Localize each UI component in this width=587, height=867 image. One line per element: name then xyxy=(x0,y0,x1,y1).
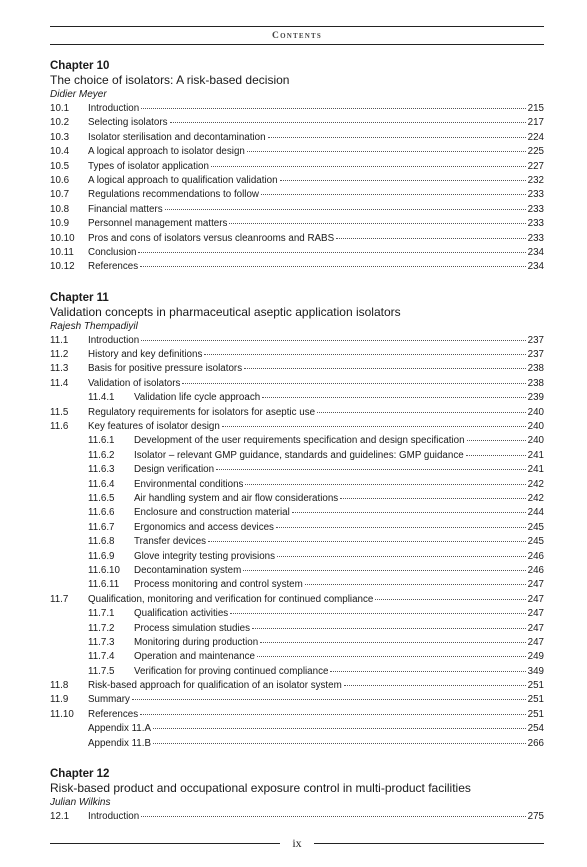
toc-entry-page: 247 xyxy=(527,622,544,634)
toc-entry-page: 249 xyxy=(527,651,544,663)
toc-entry-page: 247 xyxy=(527,579,544,591)
dot-leader xyxy=(466,447,526,456)
toc-entry-title: Process monitoring and control system xyxy=(134,579,303,591)
toc-entry-page: 266 xyxy=(527,737,544,749)
dot-leader xyxy=(182,375,525,384)
toc-entry-number: 11.10 xyxy=(50,708,74,720)
toc-entry-title: Verification for proving continued compliance xyxy=(134,665,329,677)
toc-entry-number: 11.6.10 xyxy=(88,564,120,576)
toc-entry-title: Introduction xyxy=(88,103,140,114)
toc-entry-title: Pros and cons of isolators versus cleanrooms and RABS xyxy=(88,232,335,244)
dot-leader xyxy=(340,490,525,499)
toc-entry-title: Isolator – relevant GMP guidance, standards and guidelines: GMP guidance xyxy=(134,449,464,461)
dot-leader xyxy=(140,706,526,715)
dot-leader xyxy=(153,735,526,744)
toc-entry-page: 241 xyxy=(527,464,544,476)
toc-entry-title: Qualification, monitoring and verification for continued compliance xyxy=(88,593,374,605)
page-number: ix xyxy=(292,836,302,850)
page-header xyxy=(50,26,544,45)
toc-entry-number: 10.6 xyxy=(50,174,70,186)
toc-entry-page: 233 xyxy=(527,203,544,215)
toc-entry-number: 11.4.1 xyxy=(88,392,115,404)
dot-leader xyxy=(247,143,526,152)
toc-entry-page: 247 xyxy=(527,636,544,648)
dot-leader xyxy=(211,158,526,167)
dot-leader xyxy=(132,691,526,700)
dot-leader xyxy=(336,230,526,239)
toc-entry-title: Key features of isolator design xyxy=(88,421,220,433)
dot-leader xyxy=(244,360,526,369)
dot-leader xyxy=(330,663,525,672)
dot-leader xyxy=(222,418,526,427)
chapter-title: Risk-based product and occupational exposure control in multi-product facilities xyxy=(50,781,471,796)
toc-entry-number: 11.6.1 xyxy=(88,435,115,447)
table-of-contents xyxy=(50,59,544,840)
toc-entry-title: Basis for positive pressure isolators xyxy=(88,363,243,375)
dot-leader xyxy=(280,172,526,181)
toc-entry-page: 238 xyxy=(527,363,544,375)
toc-entry-number: 11.1 xyxy=(50,334,69,346)
toc-entry-page: 215 xyxy=(527,103,544,114)
toc-entry-page: 241 xyxy=(527,449,544,461)
running-header-title: Contents xyxy=(272,31,322,41)
chapter-section xyxy=(50,59,544,275)
toc-entry-title: Financial matters xyxy=(88,203,163,215)
toc-entry-title: Regulatory requirements for isolators for aseptic use xyxy=(88,406,316,418)
dot-leader xyxy=(208,533,526,542)
toc-entry-number: 12.1 xyxy=(50,811,70,823)
dot-leader xyxy=(252,620,526,629)
toc-entry-title: Enclosure and construction material xyxy=(134,507,290,519)
dot-leader xyxy=(141,808,525,817)
toc-entry-page: 232 xyxy=(527,174,544,186)
toc-entry-title: Operation and maintenance xyxy=(134,651,255,663)
toc-entry-title: Summary xyxy=(88,694,130,706)
toc-entry-title: Types of isolator application xyxy=(88,160,209,172)
toc-entry-page: 237 xyxy=(527,334,544,346)
dot-leader xyxy=(141,332,525,341)
toc-entry-number: 11.6.4 xyxy=(88,478,115,490)
toc-entry[interactable] xyxy=(50,260,544,274)
dot-leader xyxy=(257,648,526,657)
toc-entry-title: Personnel management matters xyxy=(88,218,228,230)
toc-entry-page: 247 xyxy=(527,608,544,620)
dot-leader xyxy=(165,201,526,210)
toc-entry-page: 234 xyxy=(527,261,544,273)
toc-entry[interactable] xyxy=(50,810,544,824)
toc-entry-number: 11.6.5 xyxy=(88,492,115,504)
toc-entry-title: Conclusion xyxy=(88,246,137,258)
toc-entry-title: References xyxy=(88,708,139,720)
toc-entry-title: Appendix 11.A xyxy=(88,723,152,735)
toc-entry-title: Monitoring during production xyxy=(134,636,259,648)
dot-leader xyxy=(260,634,525,643)
toc-entry-number: 10.10 xyxy=(50,232,75,244)
dot-leader xyxy=(276,519,526,528)
toc-entry-number: 10.9 xyxy=(50,218,70,230)
dot-leader xyxy=(216,461,526,470)
toc-entry-title: Development of the user requirements specification and design specification xyxy=(134,435,465,447)
toc-entry-title: Transfer devices xyxy=(134,536,207,548)
toc-entry-title: Glove integrity testing provisions xyxy=(134,550,276,562)
toc-entry-title: Introduction xyxy=(88,334,140,346)
toc-entry-number: 11.7.2 xyxy=(88,622,115,634)
chapter-title: Validation concepts in pharmaceutical aseptic application isolators xyxy=(50,304,401,319)
dot-leader xyxy=(138,244,525,253)
toc-entry-number: 11.7 xyxy=(50,593,69,605)
toc-entry-number: 11.3 xyxy=(50,363,69,375)
toc-entry-page: 251 xyxy=(527,708,544,720)
toc-entry-number: 10.7 xyxy=(50,189,70,201)
dot-leader xyxy=(467,432,526,441)
chapter-section xyxy=(50,767,544,824)
toc-entry-page: 251 xyxy=(527,680,544,692)
dot-leader xyxy=(268,129,526,138)
toc-entry-title: Qualification activities xyxy=(134,608,229,620)
toc-entry-number: 11.6 xyxy=(50,421,69,433)
toc-entry-number: 11.7.1 xyxy=(88,608,115,620)
toc-entry-number: 11.6.6 xyxy=(88,507,115,519)
toc-entry-title: Isolator sterilisation and decontamination xyxy=(88,131,266,143)
toc-entry-title: A logical approach to isolator design xyxy=(88,146,245,158)
chapter-number: Chapter 12 xyxy=(50,768,110,781)
toc-entry-page: 244 xyxy=(527,507,544,519)
dot-leader xyxy=(277,548,526,557)
dot-leader xyxy=(153,720,526,729)
toc-entry-title: Decontamination system xyxy=(134,564,242,576)
toc-entry-page: 239 xyxy=(527,392,544,404)
dot-leader xyxy=(305,576,526,585)
toc-entry-title: A logical approach to qualification validation xyxy=(88,174,278,186)
toc-entry-number: 11.6.3 xyxy=(88,464,115,476)
toc-entry-number: 10.11 xyxy=(50,246,74,258)
toc-entry-page: 242 xyxy=(527,478,544,490)
toc-entry-page: 227 xyxy=(527,160,544,172)
toc-entry-number: 10.8 xyxy=(50,203,70,215)
toc-entry-title: Regulations recommendations to follow xyxy=(88,189,259,201)
toc-entry-number: 11.6.8 xyxy=(88,536,115,548)
toc-entry-number: 11.6.9 xyxy=(88,550,115,562)
toc-entry-page: 254 xyxy=(527,723,544,735)
toc-entry-title: Ergonomics and access devices xyxy=(134,521,274,533)
toc-entry-number: 10.5 xyxy=(50,160,70,172)
toc-entry-number: 11.5 xyxy=(50,406,69,418)
toc-entry-number: 11.7.3 xyxy=(88,636,115,648)
toc-entry-page: 247 xyxy=(527,593,544,605)
footer-rule-left xyxy=(50,843,280,844)
toc-entry-title: History and key definitions xyxy=(88,349,203,361)
toc-entry-title: Introduction xyxy=(88,811,140,823)
dot-leader xyxy=(245,476,525,485)
toc-entry-page: 240 xyxy=(527,435,544,447)
toc-entry-page: 233 xyxy=(527,218,544,230)
toc-entry-title: Environmental conditions xyxy=(134,478,244,490)
toc-entry-page: 251 xyxy=(527,694,544,706)
page-footer xyxy=(50,836,544,851)
toc-entry-number: 11.9 xyxy=(50,694,69,706)
toc-entry-page: 246 xyxy=(527,564,544,576)
toc-entry-number: 10.1 xyxy=(50,103,70,114)
dot-leader xyxy=(292,504,526,513)
header-rule-bottom xyxy=(50,44,544,45)
dot-leader xyxy=(230,605,525,614)
toc-entry-page: 224 xyxy=(527,131,544,143)
toc-entry[interactable] xyxy=(50,737,544,751)
toc-entry-number: 11.4 xyxy=(50,377,69,389)
chapter-author: Rajesh Thempadiyil xyxy=(50,320,138,332)
toc-entry-page: 233 xyxy=(527,189,544,201)
toc-entry-page: 225 xyxy=(527,146,544,158)
toc-entry-number: 11.7.4 xyxy=(88,651,115,663)
toc-entry-number: 11.8 xyxy=(50,680,69,692)
dot-leader xyxy=(317,404,526,413)
toc-entry-title: References xyxy=(88,261,139,273)
toc-entry-page: 245 xyxy=(527,521,544,533)
toc-entry-number: 10.2 xyxy=(50,117,70,129)
toc-entry-page: 349 xyxy=(527,665,544,677)
toc-entry-number: 10.12 xyxy=(50,261,75,273)
chapter-title: The choice of isolators: A risk-based decision xyxy=(50,73,290,87)
dot-leader xyxy=(243,562,525,571)
toc-entry-number: 11.7.5 xyxy=(88,665,115,677)
toc-entry-title: Selecting isolators xyxy=(88,117,168,129)
toc-entry-page: 237 xyxy=(527,349,544,361)
toc-entry-number: 11.6.2 xyxy=(88,449,115,461)
toc-entry-title: Validation life cycle approach xyxy=(134,392,261,404)
toc-entry-number: 11.6.11 xyxy=(88,579,120,591)
toc-entry-title: Process simulation studies xyxy=(134,622,250,634)
dot-leader xyxy=(229,215,525,224)
toc-entry-page: 245 xyxy=(527,536,544,548)
toc-entry-number: 10.4 xyxy=(50,146,70,158)
chapter-number: Chapter 11 xyxy=(50,291,109,304)
chapter-number: Chapter 10 xyxy=(50,60,110,72)
dot-leader xyxy=(375,591,525,600)
toc-entry-page: 240 xyxy=(527,421,544,433)
dot-leader xyxy=(262,389,525,398)
dot-leader xyxy=(140,258,526,267)
toc-entry-title: Design verification xyxy=(134,464,215,476)
toc-entry-page: 246 xyxy=(527,550,544,562)
toc-entry-page: 234 xyxy=(527,246,544,258)
toc-entry-number: 10.3 xyxy=(50,131,70,143)
toc-entry-title: Appendix 11.B xyxy=(88,737,152,749)
toc-entry-page: 240 xyxy=(527,406,544,418)
chapter-author: Didier Meyer xyxy=(50,89,107,100)
toc-entry-title: Air handling system and air flow considerations xyxy=(134,492,339,504)
dot-leader xyxy=(261,186,526,195)
toc-entry-number: 11.2 xyxy=(50,349,69,361)
dot-leader xyxy=(141,100,525,109)
toc-entry-page: 217 xyxy=(527,117,544,129)
toc-entry-page: 275 xyxy=(527,811,544,823)
dot-leader xyxy=(344,677,526,686)
chapter-author: Julian Wilkins xyxy=(50,797,111,809)
footer-rule-right xyxy=(314,843,544,844)
toc-entry-number: 11.6.7 xyxy=(88,521,115,533)
toc-entry-page: 233 xyxy=(527,232,544,244)
dot-leader xyxy=(170,114,526,123)
toc-entry-page: 238 xyxy=(527,377,544,389)
toc-entry-title: Validation of isolators xyxy=(88,377,181,389)
toc-entry-page: 242 xyxy=(527,492,544,504)
chapter-section xyxy=(50,291,544,751)
toc-entry-title: Risk-based approach for qualification of an isolator system xyxy=(88,680,342,692)
dot-leader xyxy=(204,346,525,355)
